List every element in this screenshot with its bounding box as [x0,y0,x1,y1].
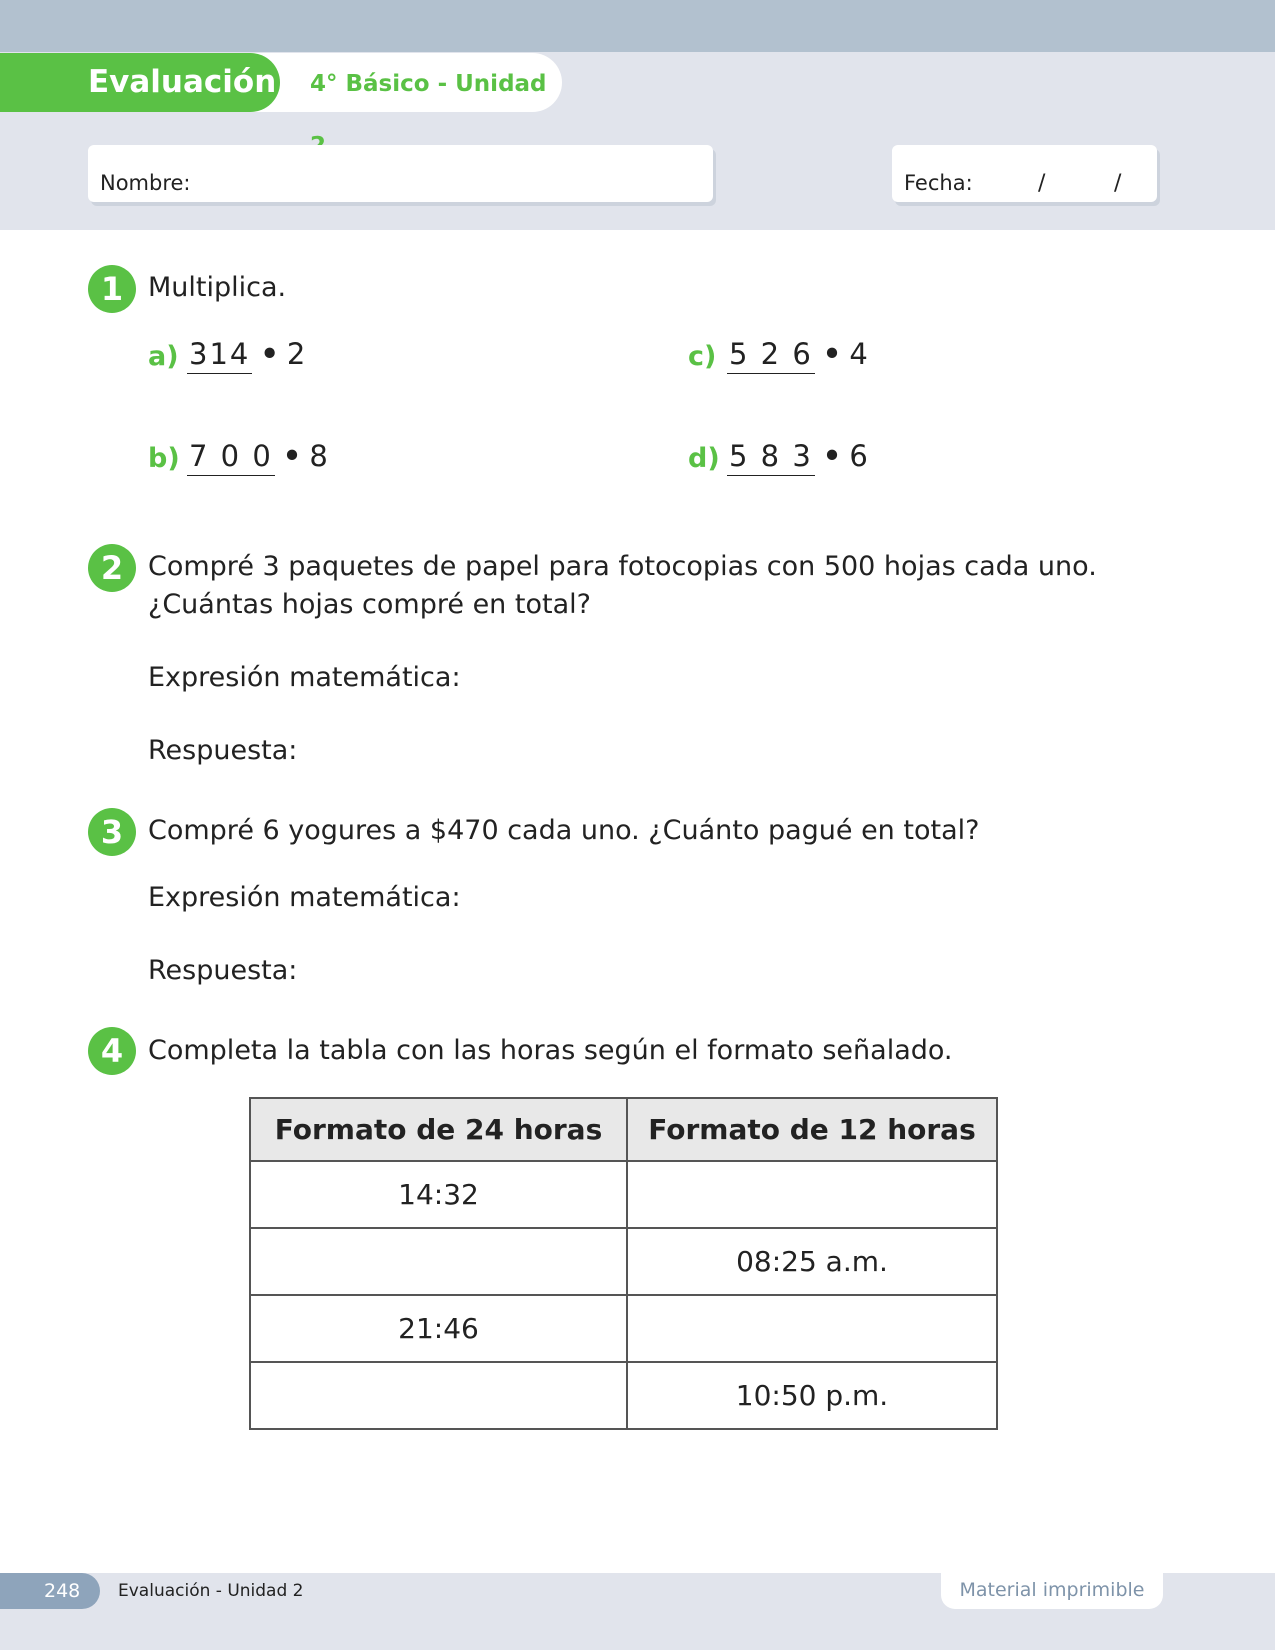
cell-24h: 14:32 [250,1161,627,1228]
item-letter: a) [148,341,179,372]
table-row [250,1295,997,1362]
question-number-badge: 1 [88,265,136,313]
question-2-line2: ¿Cuántas hojas compré en total? [148,589,591,620]
multiplication-b [187,439,328,476]
answer-label: Respuesta: [148,735,298,766]
page-number: 248 [0,1573,100,1609]
header-24h: Formato de 24 horas [250,1098,627,1161]
dot-operator: • [260,337,279,371]
factor: 5 2 6 [727,337,815,374]
multiplier: 6 [849,439,868,473]
question-number-badge: 3 [88,808,136,856]
name-label: Nombre: [100,171,191,195]
factor: 7 0 0 [187,439,275,476]
multiplier: 2 [286,337,306,371]
answer-label: Respuesta: [148,955,298,986]
cell-12h-answer[interactable] [627,1161,997,1228]
footer-title: Evaluación - Unidad 2 [118,1581,304,1601]
factor: 314 [187,337,252,374]
cell-12h-answer[interactable] [627,1295,997,1362]
time-format-table [249,1097,998,1430]
multiplier: 4 [849,337,868,371]
date-separator: / [1038,171,1046,196]
date-separator: / [1114,171,1122,196]
cell-24h-answer[interactable] [250,1362,627,1429]
name-field[interactable] [88,145,713,202]
table-row [250,1362,997,1429]
multiplication-a [187,337,305,374]
dot-operator: • [822,439,842,473]
dot-operator: • [822,337,842,371]
top-bar [0,0,1275,52]
factor: 5 8 3 [727,439,815,476]
question-number-badge: 2 [88,544,136,592]
question-2-line1: Compré 3 paquetes de papel para fotocopias con 500 hojas cada uno. [148,551,1097,582]
question-3-text: Compré 6 yogures a $470 cada uno. ¿Cuánto pagué en total? [148,815,980,846]
cell-12h: 10:50 p.m. [627,1362,997,1429]
evaluation-badge: Evaluación [0,53,280,112]
unit-label: 4° Básico - Unidad [250,53,562,112]
table-row [250,1228,997,1295]
cell-24h-answer[interactable] [250,1228,627,1295]
dot-operator: • [282,439,302,473]
multiplication-d [727,439,868,476]
question-4-text: Completa la tabla con las horas según el formato señalado. [148,1035,953,1066]
question-1-text: Multiplica. [148,272,287,303]
header-12h: Formato de 12 horas [627,1098,997,1161]
item-letter: d) [688,443,720,474]
item-letter: b) [148,443,180,474]
multiplier: 8 [309,439,328,473]
printable-material-label: Material imprimible [941,1573,1163,1609]
date-label: Fecha: [904,171,973,195]
cell-12h: 08:25 a.m. [627,1228,997,1295]
question-number-badge: 4 [88,1027,136,1075]
item-letter: c) [688,341,717,372]
expression-label: Expresión matemática: [148,662,461,693]
cell-24h: 21:46 [250,1295,627,1362]
table-header-row [250,1098,997,1161]
table-row [250,1161,997,1228]
date-field[interactable] [892,145,1157,202]
expression-label: Expresión matemática: [148,882,461,913]
multiplication-c [727,337,868,374]
